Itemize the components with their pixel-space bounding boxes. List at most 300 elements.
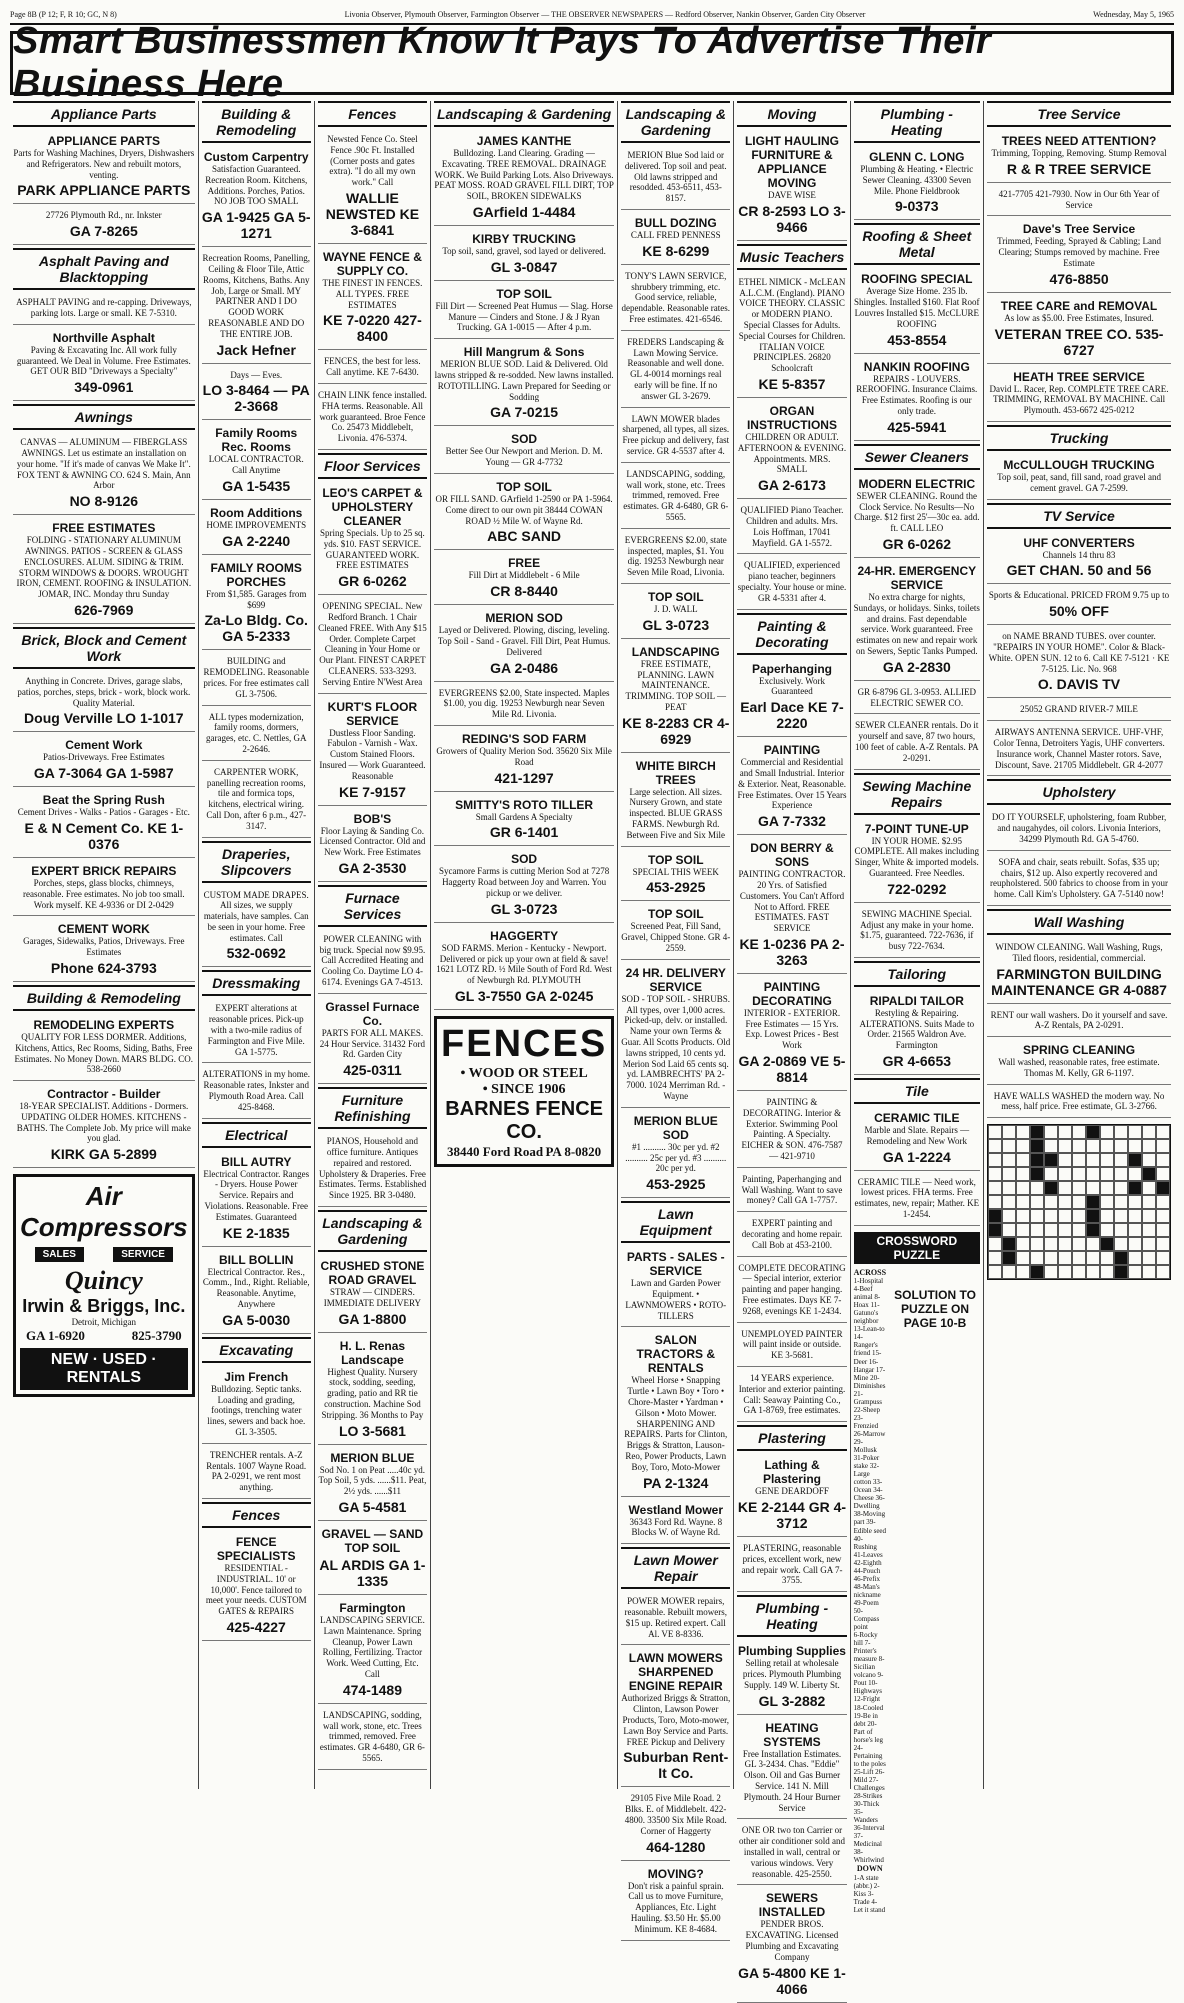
ad-body: EXPERT alterations at reasonable prices. Pick-up with a two-mile radius of Farmington and Five Mile. GA 1-5775.	[207, 1003, 305, 1057]
grid-cell	[1016, 1181, 1030, 1195]
grid-cell	[1086, 1237, 1100, 1251]
grid-cell	[1030, 1265, 1044, 1279]
classified-ad	[13, 735, 195, 787]
classified-ad	[13, 434, 195, 515]
ad-body: Highest Quality. Nursery stock, sodding, seeding, grading, patio and RR tie construction. Machine Sod Stripping. 36 Months to Pay	[321, 1366, 424, 1420]
classified-ad	[318, 353, 427, 384]
classified-ad	[434, 849, 614, 922]
ad-body: Painting, Paperhanging and Wall Washing. Want to save money? Call GA 1-7757.	[741, 1173, 843, 1206]
section-title: Excavating	[202, 1337, 311, 1363]
classified-ad	[202, 1250, 311, 1334]
ad-body: ALTERATIONS in my home. Reasonable rates, Inkster and Plymouth Road Area. Call 425-8468.	[202, 1069, 311, 1112]
classified-ad	[621, 756, 730, 847]
classified-ad	[737, 1540, 846, 1592]
section-title: Wall Washing	[987, 909, 1171, 935]
grid-cell	[1128, 1167, 1142, 1181]
classified-ad	[434, 553, 614, 605]
ad-heading: CEMENT WORK	[57, 922, 150, 937]
ad-heading: KIRBY TRUCKING	[472, 231, 576, 246]
grid-cell	[1100, 1139, 1114, 1153]
ad-phone: KE 2-1835	[222, 1224, 290, 1241]
ad-body: MERION BLUE SOD. Laid & Delivered. Old lawns stripped & re-sodded. New lawns installed. ROTOTILLING. Lawn Prepared for Seeding or Sodding	[434, 359, 614, 402]
ad-body: Fill Dirt at Middlebelt - 6 Mile	[468, 570, 580, 581]
ad-body: Parts for Washing Machines, Dryers, Dishwashers and Refrigerators. New and rebuilt motors, venting.	[13, 148, 195, 180]
grid-cell	[1002, 1209, 1016, 1223]
ad-heading: Westland Mower	[628, 1502, 723, 1517]
ad-phone: KE 7-9157	[338, 783, 406, 800]
ad-body: Wheel Horse • Snapping Turtle • Lawn Boy • Toro • Chore-Master • Yardman • Gilson • Moto Mower. SHARPENING AND REPAIRS. Parts for Clinton, Briggs & Stratton, Lauson-Reo, Power Products, Lawn Boy, Toro, Moto-Mower	[624, 1375, 728, 1472]
classified-ad	[621, 1648, 730, 1787]
ad-heading: Farmington	[339, 1601, 406, 1616]
ad-phone: GA 7-8265	[69, 223, 138, 240]
classified-ad	[737, 1370, 846, 1422]
ad-body: CERAMIC TILE — Need work, lowest prices. FHA terms. Free estimates, new, repair; Mather. KE 1-2454.	[854, 1176, 980, 1220]
ad-body: SPECIAL THIS WEEK	[632, 866, 719, 877]
ad-body: THE FINEST IN FENCES. ALL TYPES. FREE ESTIMATES	[322, 277, 423, 310]
ad-heading: TREE CARE and REMOVAL	[1000, 298, 1158, 313]
ad-body: STRAW — CINDERS. IMMEDIATE DELIVERY	[323, 1287, 422, 1308]
grid-cell	[988, 1167, 1002, 1181]
column-6	[734, 101, 850, 1997]
ad-heading: FENCE SPECIALISTS	[216, 1535, 296, 1563]
across-clues-2: 6-Rocky hill 7-Printer's measure 8-Sicilian volcano 9-Pout 10-Highways 12-Fright 18-Cooled 19-Be in debt 20-Part of horse's leg 24-Pertaining to the poles 25-Lift 26-Mild 27-Challenges 28-Strikes 30-Thick 35-Wanders 36-Interval 37-Medicinal 38-Whirlwind	[853, 1631, 886, 1865]
grid-cell	[1142, 1167, 1156, 1181]
ad-body: Cement Drives - Walks - Patios - Garages - Etc.	[17, 807, 190, 818]
ad-body: LANDSCAPING, sodding, wall work, stone, etc. Trees trimmed, removed. Free estimates. GR 4-6480, GR 6-5565.	[623, 468, 729, 522]
classified-ad	[621, 334, 730, 408]
grid-cell	[1086, 1251, 1100, 1265]
classified-ad	[434, 131, 614, 226]
section-title: Landscaping & Gardening	[318, 1210, 427, 1252]
ad-phone: CR 8-2593 LO 3-9466	[738, 202, 846, 235]
column-2	[199, 101, 315, 1789]
ad-body: Exclusively. Work Guaranteed	[758, 675, 825, 697]
new-used-rentals-bar: NEW · USED · RENTALS	[20, 1348, 188, 1390]
grid-cell	[1114, 1167, 1128, 1181]
classified-ad	[318, 1707, 427, 1770]
classified-ad	[854, 684, 980, 715]
ad-heading: BOB'S	[353, 811, 392, 826]
ad-heading: Paperhanging	[751, 661, 832, 676]
classified-ad	[621, 147, 730, 210]
ad-heading: MERION BLUE SOD	[633, 1113, 718, 1142]
ad-phone: GA 1-5435	[222, 477, 291, 494]
grid-cell	[1156, 1139, 1170, 1153]
ad-phone: 9-0373	[895, 198, 939, 215]
grid-cell	[1100, 1209, 1114, 1223]
ad-phone: GA 5-4581	[338, 1499, 407, 1516]
ad-heading: LAWN MOWERS SHARPENED ENGINE REPAIR	[628, 1651, 723, 1694]
grid-cell	[1016, 1167, 1030, 1181]
section-title: Tile	[854, 1078, 980, 1104]
ad-heading: SOD	[511, 432, 538, 447]
grid-cell	[1058, 1153, 1072, 1167]
grid-cell	[1072, 1251, 1086, 1265]
classified-ad	[987, 701, 1171, 721]
ad-body: 421-7705 421-7930. Now in Our 6th Year of Service	[998, 188, 1160, 210]
ad-phone: 453-8554	[887, 331, 947, 348]
ad-heading: BULL DOZING	[634, 215, 717, 230]
section-title: Plumbing - Heating	[854, 101, 980, 143]
display-line-2: • SINCE 1906	[482, 1081, 566, 1097]
classified-ad	[318, 997, 427, 1084]
ad-heading: 24-HR. EMERGENCY SERVICE	[857, 563, 977, 592]
ad-body: EVERGREENS $2.00, State inspected. Maples $1.00, you dig. 19253 Newburgh near Seven Mile Rd. Livonia.	[438, 687, 610, 720]
ad-phone: 50% OFF	[1049, 603, 1109, 620]
ad-body: From $1,585. Garages from $699	[206, 588, 307, 610]
ad-heading: Jim French	[224, 1369, 289, 1384]
ad-heading: APPLIANCE PARTS	[47, 134, 161, 148]
display-line-1: • WOOD OR STEEL	[460, 1065, 588, 1081]
ad-phone: 464-1280	[646, 1838, 706, 1855]
classified-ad	[854, 717, 980, 769]
classified-ad	[737, 1171, 846, 1212]
classified-ad	[13, 131, 195, 204]
grid-cell	[1086, 1125, 1100, 1139]
grid-cell	[1058, 1139, 1072, 1153]
ad-body: Commercial and Residential and Small Industrial. Interior & Exterior. Neat, Reasonable. Free Estimates. Over 15 Years Experience	[737, 757, 847, 811]
grid-cell	[1156, 1125, 1170, 1139]
barnes-fence-display-ad	[434, 1016, 614, 1167]
ad-body: GR 6-8796 GL 3-0953. ALLIED ELECTRIC SEWER CO.	[857, 686, 976, 708]
solution-note: SOLUTION TO PUZZLE ON PAGE 10-B	[894, 1287, 976, 1330]
ad-heading: SMITTY'S ROTO TILLER	[455, 797, 594, 812]
ad-body: Don't risk a painful sprain. Call us to move Furniture, Appliances, Etc. Light Hauling. $3.50 Hr. $5.00 Minimum. KE 8-4684.	[627, 1880, 724, 1934]
grid-cell	[1044, 1153, 1058, 1167]
ad-body: Wall washed, reasonable rates, free estimate. Thomas M. Kelly, GR 6-1197.	[998, 1057, 1160, 1078]
ad-body: 14 YEARS experience. Interior and exterior painting. Call: Seaway Painting Co., GA 1-8769, free estimates.	[738, 1373, 846, 1416]
ad-body: FOLDING - STATIONARY ALUMINUM AWNINGS. PATIOS - SCREEN & GLASS ENCLOSURES. ALUM. SIDING & TRIM. STORM WINDOWS & DOORS. WROUGHT IRON, CEMENT. ROOFING & INSULATION. JOMAR, INC. Monday thru Sunday	[16, 535, 192, 600]
ad-body: CHILDREN OR ADULT. AFTERNOON & EVENING. Appointments. MRS. SMALL	[737, 431, 847, 475]
grid-cell	[988, 1251, 1002, 1265]
ad-body: Growers of Quality Merion Sod. 35620 Six Mile Road	[436, 745, 612, 767]
grid-cell	[988, 1209, 1002, 1223]
classified-ad	[621, 532, 730, 584]
ad-heading: LANDSCAPING	[631, 644, 720, 659]
column-1	[10, 101, 199, 1789]
grid-cell	[1016, 1153, 1030, 1167]
ad-body: Spring Specials. Up to 25 sq. yds. $10. FAST SERVICE. GUARANTEED WORK. FREE ESTIMATES	[320, 527, 425, 571]
ad-heading: MOVING?	[647, 1866, 704, 1881]
ad-heading: UHF CONVERTERS	[1023, 535, 1135, 550]
classified-columns	[10, 101, 1174, 1997]
grid-cell	[1142, 1139, 1156, 1153]
ad-body: Newsted Fence Co. Steel Fence .90c Ft. Installed (Corner posts and gates extra). "I do all my own work." Call	[327, 134, 418, 188]
grid-cell	[1142, 1181, 1156, 1195]
ad-body: OR FILL SAND. GArfield 1-2590 or PA 1-5964. Come direct to our own pit 38444 COWAN ROAD ½ Mile W. of Wayne Rd.	[435, 493, 613, 526]
classified-ad	[202, 423, 311, 500]
display-title: FENCES	[441, 1022, 608, 1065]
ad-body: Plumbing & Heating. • Electric Sewer Cleaning. 43300 Seven Mile. Phone Fieldbrook	[860, 164, 974, 196]
ad-body: Selling retail at wholesale prices. Plymouth Plumbing Supply. 149 W. Liberty St.	[742, 1658, 842, 1690]
crossword-body	[854, 1268, 980, 1914]
classified-ad	[854, 819, 980, 903]
ad-phone: 425-0311	[343, 1062, 402, 1079]
classified-ad	[737, 1094, 846, 1168]
ad-body: SOD FARMS. Merion - Kentucky - Newport. Delivered or pick up your own at field & save! 1621 LOTZ RD. ½ Mile South of Ford Rd. West of Newburgh Rd. PLYMOUTH	[436, 942, 612, 986]
classified-ad	[737, 1641, 846, 1714]
ad-phone: GL 3-7550 GA 2-0245	[454, 987, 594, 1004]
classified-ad	[987, 131, 1171, 183]
grid-cell	[988, 1153, 1002, 1167]
ad-body: DAVE WISE	[768, 190, 816, 200]
ad-heading: WHITE BIRCH TREES	[635, 758, 716, 787]
ad-heading: BILL BOLLIN	[219, 1252, 294, 1267]
ad-heading: Dave's Tree Service	[1022, 222, 1136, 237]
classified-ad	[621, 1247, 730, 1327]
ad-phone: GL 3-0723	[642, 616, 710, 633]
ad-phone: GA 2-3530	[338, 859, 407, 876]
ad-body: Electrical Contractor. Res., Comm., Ind., Right. Reliable, Reasonable. Anytime, Anywhere	[202, 1266, 310, 1310]
classified-ad	[737, 1822, 846, 1885]
grid-cell	[1044, 1139, 1058, 1153]
ad-body: FREE ESTIMATE, PLANNING. LAWN MAINTENANCE. TRIMMING. TOP SOIL — PEAT	[625, 658, 727, 712]
classified-ad	[621, 1593, 730, 1645]
ad-heading: HAGGERTY	[490, 928, 559, 943]
grid-cell	[1002, 1237, 1016, 1251]
section-title: Electrical	[202, 1122, 311, 1148]
ad-heading: Cement Work	[65, 738, 143, 753]
grid-cell	[1100, 1153, 1114, 1167]
section-title: Building & Remodeling	[13, 985, 195, 1011]
grid-cell	[1030, 1167, 1044, 1181]
classified-ad	[318, 1336, 427, 1445]
ad-phone: Doug Verville LO 1-1017	[24, 710, 184, 727]
ad-body: Layed or Delivered. Plowing, discing, leveling. Top Soil - Sand - Gravel. Fill Dirt, Peat Humus. Delivered	[437, 625, 611, 657]
grid-cell	[1058, 1125, 1072, 1139]
ad-phone: Phone 624-3793	[50, 959, 157, 976]
section-title: Floor Services	[318, 453, 427, 479]
grid-cell	[1044, 1167, 1058, 1181]
ad-phone: Jack Hefner	[216, 341, 296, 358]
ad-body: Dustless Floor Sanding. Fabulon - Varnish - Wax. Custom Stained Floors. Insured — Work Guaranteed. Reasonable	[319, 727, 426, 781]
classified-ad	[202, 367, 311, 421]
ad-heading: Plumbing Supplies	[737, 1644, 846, 1659]
ad-phone: GET CHAN. 50 and 56	[1006, 562, 1152, 579]
ad-body: PAINTING & DECORATING. Interior & Exterior. Swimming Pool Painting. A Specialty. EICHER & SON. 476-7587 — 421-9710	[741, 1097, 843, 1162]
ad-phone: GA 7-3064 GA 1-5987	[33, 765, 174, 782]
classified-ad	[621, 587, 730, 639]
ad-heading: Room Additions	[210, 505, 303, 520]
ad-phone: GL 3-0847	[490, 258, 558, 275]
grid-cell	[1016, 1195, 1030, 1209]
clue-list	[854, 1268, 886, 1914]
down-clues: 1-A state (abbr.) 2-Kiss 3-Trade 4-Let it stand	[853, 1873, 886, 1914]
classified-ad	[737, 1326, 846, 1367]
company-city: Detroit, Michigan	[71, 1317, 137, 1328]
classified-ad	[318, 598, 427, 693]
section-title: Draperies, Slipcovers	[202, 841, 311, 883]
grid-cell	[1156, 1237, 1170, 1251]
classified-ad	[434, 926, 614, 1010]
grid-cell	[1058, 1195, 1072, 1209]
ad-heading: TOP SOIL	[647, 589, 704, 604]
classified-ad	[318, 809, 427, 882]
classified-ad	[621, 213, 730, 265]
grid-cell	[1016, 1139, 1030, 1153]
company-name: Irwin & Briggs, Inc.	[22, 1296, 186, 1317]
ad-body: QUALITY FOR LESS DORMER. Additions, Kitchens, Attics, Rec Rooms, Siding, Baths, Free Estimates. No Money Down. MARS BLDG. CO. 538-2660	[14, 1031, 194, 1075]
page-banner: Smart Businessmen Know It Pays To Advertise Their Business Here	[10, 31, 1174, 95]
ad-body: TRENCHER rentals. A-Z Rentals. 1007 Wayne Road. PA 2-0291, we rent most anything.	[206, 1449, 307, 1493]
ad-heading: PAINTING DECORATING	[752, 979, 832, 1008]
grid-cell	[1128, 1181, 1142, 1195]
column-3	[315, 101, 431, 1789]
grid-cell	[1086, 1153, 1100, 1167]
ad-heading: KURT'S FLOOR SERVICE	[327, 699, 418, 728]
ad-heading: MERION SOD	[485, 611, 563, 626]
grid-cell	[1128, 1237, 1142, 1251]
ad-body: As low as $5.00. Free Estimates, Insured.	[1004, 312, 1154, 323]
classified-ad	[987, 724, 1171, 776]
ad-heading: Custom Carpentry	[203, 150, 309, 164]
ad-body: POWER CLEANING with big truck. Special now $9.95. Call Accredited Heating and Cooling Co. Daytime LO 4-6174. Evenings GA 7-4513.	[319, 933, 426, 988]
ad-body: Porches, steps, glass blocks, chimneys, reasonable. Free estimates. No job too small. Work myself. KE 4-9336 or DI 2-0429	[22, 877, 185, 910]
section-title: Moving	[737, 101, 846, 127]
ad-body: CALL FRED PENNESS	[630, 229, 721, 240]
ad-phone: GR 6-0262	[338, 573, 407, 590]
ad-phone: GA 1-8800	[338, 1310, 407, 1327]
classified-ad	[854, 1108, 980, 1171]
ad-heading: WAYNE FENCE & SUPPLY CO.	[322, 249, 422, 278]
ad-body: IN YOUR HOME. $2.95 COMPLETE. All makes including Singer, White & imported models. Guaranteed. Free Needles.	[854, 835, 980, 878]
grid-cell	[1114, 1125, 1128, 1139]
grid-cell	[1086, 1223, 1100, 1237]
classified-ad	[621, 1790, 730, 1860]
classified-ad	[318, 931, 427, 994]
ad-phone: 626-7969	[74, 601, 134, 618]
grid-cell	[1030, 1237, 1044, 1251]
grid-cell	[1114, 1153, 1128, 1167]
column-4	[431, 101, 618, 1789]
grid-cell	[1016, 1125, 1030, 1139]
classified-ad	[737, 131, 846, 241]
crossword-title: CROSSWORD PUZZLE	[854, 1232, 980, 1264]
section-title: Awnings	[13, 404, 195, 430]
section-title: Asphalt Paving and Blacktopping	[13, 248, 195, 290]
grid-cell	[1030, 1223, 1044, 1237]
ad-heading: McCULLOUGH TRUCKING	[1003, 457, 1155, 472]
classified-ad	[434, 229, 614, 281]
column-8	[984, 101, 1174, 1789]
classified-ad	[854, 357, 980, 441]
section-title: Fences	[202, 1502, 311, 1528]
section-title: Roofing & Sheet Metal	[854, 223, 980, 265]
grid-cell	[1058, 1265, 1072, 1279]
company-name: BARNES FENCE CO.	[445, 1097, 603, 1143]
ad-body: BUILDING and REMODELING. Reasonable prices. For free estimates call GL 3-7506.	[203, 656, 310, 699]
grid-cell	[1100, 1251, 1114, 1265]
classified-ad	[13, 790, 195, 858]
ad-body: Average Size Home. 235 lb. Shingles. Installed $160. Flat Roof Louvres Installed $15. McCLURE ROOFING	[854, 286, 980, 329]
folio-center: Livonia Observer, Plymouth Observer, Farmington Observer — THE OBSERVER NEWSPAPERS — Redford Observer, Nankin Observer, Garden City Observer	[344, 9, 866, 19]
grid-cell	[1156, 1181, 1170, 1195]
grid-cell	[1058, 1167, 1072, 1181]
ad-phone: GA 2-2240	[222, 532, 291, 549]
folio-left: Page 8B (P 12; F, R 10; GC, N 8)	[10, 9, 117, 19]
grid-cell	[1086, 1181, 1100, 1195]
phone-1: GA 1-6920	[26, 1328, 85, 1344]
ad-phone: 453-2925	[646, 879, 706, 896]
ad-heading: CRUSHED STONE ROAD GRAVEL	[320, 1259, 425, 1288]
classified-ad	[434, 284, 614, 339]
ad-heading: TOP SOIL	[647, 852, 704, 867]
ad-phone: WALLIE NEWSTED KE 3-6841	[325, 189, 420, 238]
ad-phone: 476-8850	[1049, 270, 1109, 287]
classified-ad	[987, 939, 1171, 1004]
section-title: Furniture Refinishing	[318, 1087, 427, 1129]
ad-phone: GA 2-0869 VE 5-8814	[738, 1053, 846, 1086]
ad-body: Trimming, Topping, Removing. Stump Removal	[991, 148, 1167, 158]
ad-heading: REMODELING EXPERTS	[33, 1017, 175, 1032]
classified-ad	[202, 1532, 311, 1641]
classified-ad	[434, 608, 614, 681]
section-title: Painting & Decorating	[737, 613, 846, 655]
classified-ad	[13, 294, 195, 325]
phone-row	[20, 1328, 188, 1344]
across-clues: 1-Hospital 4-Beef animal 8-Hoax 11-Gatuno's neighbor 13-Lean-to 14-Ranger's friend 15-Deer 16-Hangar 17-Mine 20-Diminishes 21-Grampuss 22-Sheep 23-Frenzied 26-Marrow 29-Mollusk 31-Poker stake 32-Large cotton 33-Ocean 34-Cheese 36-Dwelling 38-Moving part 39-Edible seed 40-Rushing 41-Leaves 42-Eighth 44-Pouch 46-Prefix 48-Man's nickname 49-Poem 50-Compass point	[853, 1277, 887, 1632]
ad-body: SOFA and chair, seats rebuilt. Sofas, $35 up; chairs, $12 up. Also expertly recovered and reupholstered. 500 fabrics to choose from in your home. Call Kim's Upholstery. GA 7-5140 now!	[990, 856, 1168, 900]
grid-cell	[1016, 1209, 1030, 1223]
classified-ad	[621, 411, 730, 463]
classified-ad	[737, 401, 846, 499]
section-title: Landscaping & Gardening	[434, 101, 614, 127]
ad-body: Anything in Concrete. Drives, garage slabs, patios, porches, steps, brick - work, block work. Quality Material.	[17, 675, 191, 708]
section-title: Lawn Mower Repair	[621, 1547, 730, 1589]
ad-body: FENCES, the best for less. Call anytime. KE 7-6430.	[324, 356, 421, 378]
grid-cell	[1100, 1195, 1114, 1209]
classified-ad	[434, 429, 614, 474]
ad-phone: 474-1489	[342, 1681, 403, 1698]
ad-phone: 453-2925	[646, 1176, 706, 1193]
down-heading: DOWN	[856, 1864, 883, 1874]
ad-heading: EXPERT BRICK REPAIRS	[31, 863, 177, 878]
ad-phone: GA 5-4800 KE 1-4066	[738, 1964, 846, 1997]
ad-body: Top soil, sand, gravel, sod layed or delivered.	[442, 245, 606, 256]
grid-cell	[1016, 1237, 1030, 1251]
grid-cell	[988, 1237, 1002, 1251]
classified-ad	[987, 1007, 1171, 1038]
classified-ad	[987, 1040, 1171, 1085]
across-heading: ACROSS	[853, 1267, 887, 1277]
section-title: Plumbing - Heating	[737, 1595, 846, 1637]
classified-ad	[737, 977, 846, 1091]
ad-heading: HEATH TREE SERVICE	[1013, 369, 1145, 384]
ad-body: UNEMPLOYED PAINTER will paint inside or outside. KE 3-5681.	[741, 1328, 843, 1361]
section-title: Fences	[318, 101, 427, 127]
ad-phone: R & R TREE SERVICE	[1006, 160, 1152, 177]
grid-cell	[1142, 1223, 1156, 1237]
ad-body: EXPERT painting and decorating and home repair. Call Bob at 453-2100.	[741, 1218, 843, 1250]
ad-phone: KE 2-2144 GR 4-3712	[737, 1499, 847, 1531]
ad-heading: BILL AUTRY	[221, 1154, 292, 1169]
grid-cell	[1058, 1251, 1072, 1265]
classified-ad	[318, 387, 427, 450]
classified-ad	[987, 367, 1171, 422]
classified-ad	[318, 1524, 427, 1595]
ad-body: CARPENTER WORK, panelling recreation rooms, tile and formica tops, kitchens, electrical wiring. Call Don, after 6 p.m., 427-3147.	[206, 766, 307, 831]
ad-heading: Family Rooms Rec. Rooms	[215, 426, 298, 455]
ad-body: QUALIFIED Piano Teacher. Children and adults. Mrs. Lois Hoffman, 17041 Mayfield. GA 1-5572.	[740, 505, 844, 548]
ad-heading: ROOFING SPECIAL	[861, 272, 973, 287]
ad-phone: Suburban Rent-It Co.	[623, 1749, 729, 1782]
ad-heading: 24 HR. DELIVERY SERVICE	[625, 965, 726, 994]
ad-phone: Earl Dace KE 7-2220	[740, 699, 844, 732]
ad-phone: PA 2-1324	[643, 1474, 709, 1491]
ad-heading: JAMES KANTHE	[476, 134, 572, 148]
classified-ad	[202, 1066, 311, 1118]
classified-ad	[987, 186, 1171, 217]
